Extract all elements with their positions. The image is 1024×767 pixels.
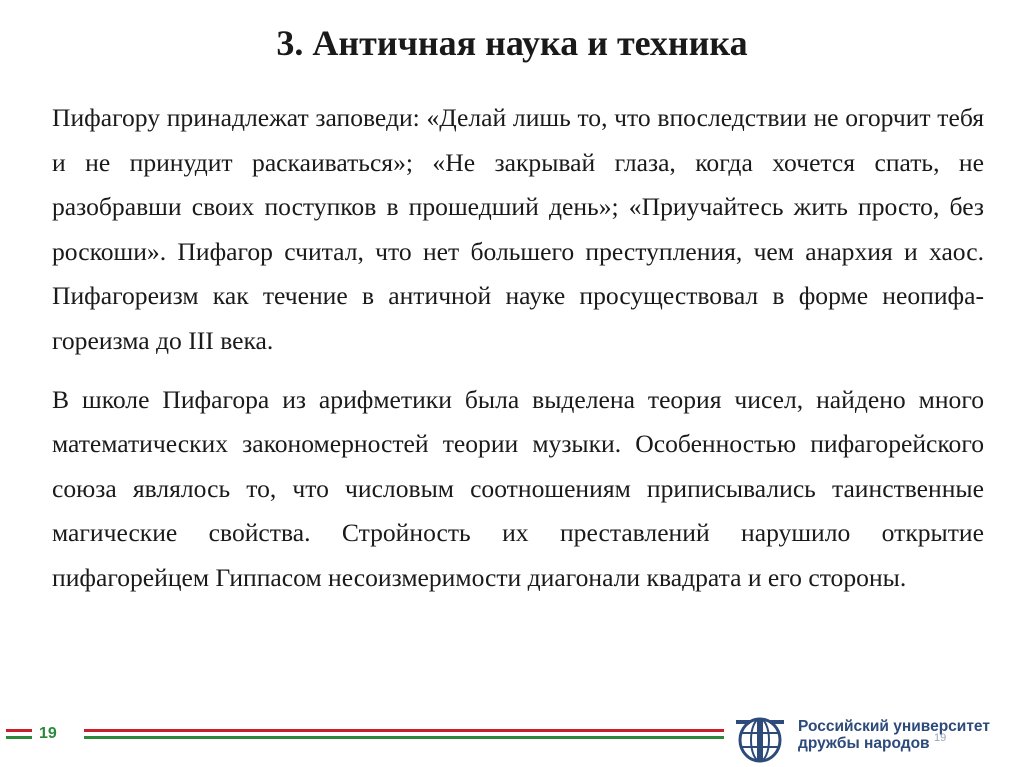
faint-page-number: 19 [934,732,947,744]
page-number: 19 [39,725,57,742]
slide-title: 3. Античная наука и техника [276,23,748,63]
slide-body [52,96,984,615]
footer-stripe-red [84,729,724,732]
university-name-line1: Российский университет [798,718,990,735]
globe-logo-icon [730,716,790,764]
slide-footer [0,716,1024,767]
university-name [798,718,1018,752]
footer-stripe-green [84,736,724,739]
paragraph-2: В школе Пифагора из арифметики была выделена теория чисел, найдено много математических закономерностей теории музыки. Особенностью пифагорейского союза являлось то, что числовым соотношениям приписывались таинственные магические свойства. Стройность их преставлений нарушило открытие пифагорейцем Гиппасом несоизмеримости диагонали квадрата и его стороны. [52,384,984,592]
paragraph-1: Пифагору принадлежат заповеди: «Делай лишь то, что впоследствии не огорчит тебя и не принудит раскаиваться»; «Не закрывай глаза, когда хочется спать, не разобравши своих поступков в прошедший день»; «Приучайтесь жить просто, без роскоши». Пифагор считал, что нет большего преступления, чем анархия и хаос. Пифагореизм как течение в античной науке просуществовал в форме неопифагореизма до III века. [52,103,984,355]
footer-stripe-red-short [6,729,32,732]
footer-stripe-green-short [6,736,32,739]
university-name-line2: дружбы народов [798,735,930,752]
